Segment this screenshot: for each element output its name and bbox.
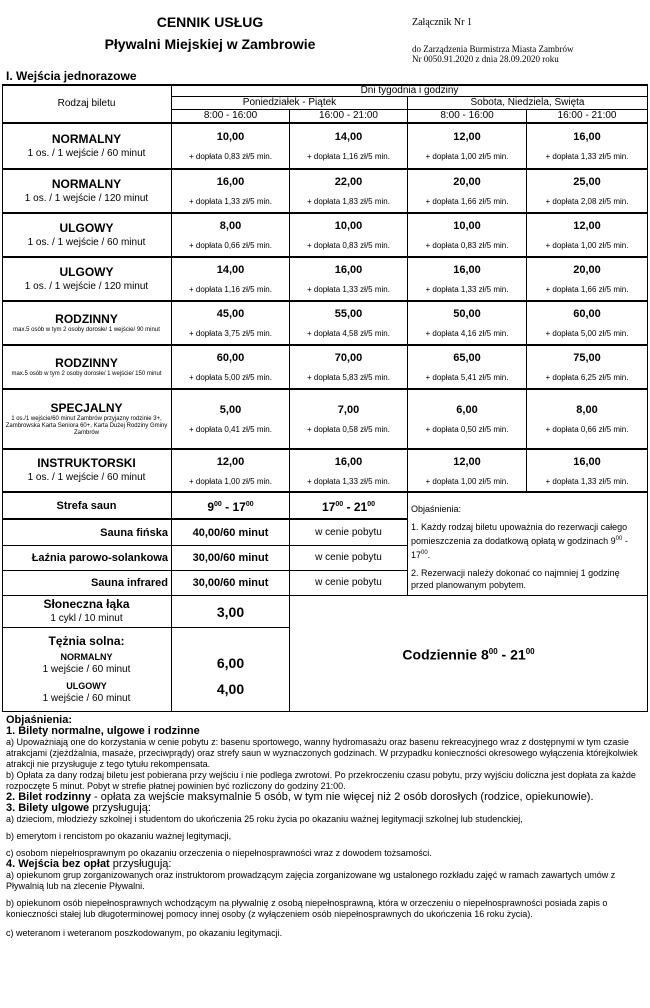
sauna-notes: Objaśnienia: 1. Każdy rodzaj biletu upoważnia do rezerwacji całego pomieszczenia za dodatkową opłatą w godzinach $9^{00} - 17^{00}$. 2. Rezerwacji należy dokonać co najmniej 1 godzinę przed planowanym pobytem. xyxy=(408,493,648,596)
explanation-4a: a) opiekunom grup zorganizowanych oraz instruktorom prowadzącym zajęcia zorganizowane wg ustalonego rozkładu zajęć w ramach zawartych umów z Pływalnią lub na zlecenie Pływalni. xyxy=(6,870,616,891)
explanation-3c: c) osobom niepełnosprawnym po okazaniu orzeczenia o niepełnosprawności wraz z dowodem tożsamości. xyxy=(6,848,432,858)
sauna-name: Sauna infrared xyxy=(2,571,172,596)
time-header: 8:00 - 16:00 xyxy=(172,110,290,124)
graduation-tower-prices: 6,00 4,00 xyxy=(172,628,290,712)
ticket-name-cell: SPECJALNY 1 os./1 wejście/60 minut Zambrów przyjazny rodzinie 3+, Zambrowska Karta Seniora 60+, Karta Dużej Rodziny Gminy Zambrów xyxy=(2,390,172,450)
price-cell: 20,00 + dopłata 1,66 zł/5 min. xyxy=(527,258,648,302)
price-cell: 16,00 + dopłata 1,33 zł/5 min. xyxy=(172,170,290,214)
price-cell: 60,00 + dopłata 5,00 zł/5 min. xyxy=(527,302,648,346)
price-cell: 10,00 + dopłata 0,83 zł/5 min. xyxy=(408,214,527,258)
price-cell: 10,00 + dopłata 0,83 zł/5 min. xyxy=(290,214,408,258)
price-cell: 45,00 + dopłata 3,75 zł/5 min. xyxy=(172,302,290,346)
sun-meadow-price: 3,00 xyxy=(172,596,290,628)
sauna-price: 30,00/60 minut xyxy=(172,571,290,596)
explanation-3a: a) dzieciom, młodzieży szkolnej i studentom do ukończenia 25 roku życia po okazaniu ważnej legitymacji szkolnej lub studenckiej, xyxy=(6,814,523,824)
price-cell: 14,00 + dopłata 1,16 zł/5 min. xyxy=(290,124,408,170)
sauna-evening: w cenie pobytu xyxy=(290,571,408,596)
sauna-price: 40,00/60 minut xyxy=(172,520,290,546)
price-cell: 22,00 + dopłata 1,83 zł/5 min. xyxy=(290,170,408,214)
document-subtitle: Pływalni Miejskiej w Zambrowie xyxy=(104,36,316,52)
price-cell: 7,00 + dopłata 0,58 zł/5 min. xyxy=(290,390,408,450)
price-cell: 75,00 + dopłata 6,25 zł/5 min. xyxy=(527,346,648,390)
price-cell: 12,00 + dopłata 1,00 zł/5 min. xyxy=(172,450,290,493)
daily-hours: Codziennie $8^{00} - 21^{00}$ xyxy=(290,596,648,712)
price-cell: 65,00 + dopłata 5,41 zł/5 min. xyxy=(408,346,527,390)
price-cell: 16,00 + dopłata 1,33 zł/5 min. xyxy=(527,450,648,493)
decree-reference: do Zarządzenia Burmistrza Miasta Zambrów Nr 0050.91.2020 z dnia 28.09.2020 roku xyxy=(412,44,574,64)
explanation-heading-3: 3. Bilety ulgowe przysługują: xyxy=(6,802,151,814)
price-cell: 6,00 + dopłata 0,50 zł/5 min. xyxy=(408,390,527,450)
ticket-name-cell: NORMALNY 1 os. / 1 wejście / 120 minut xyxy=(2,170,172,214)
price-cell: 16,00 + dopłata 1,33 zł/5 min. xyxy=(408,258,527,302)
explanations-title: Objaśnienia: xyxy=(6,714,73,726)
graduation-tower-label: Tężnia solna: NORMALNY 1 wejście / 60 minut ULGOWY 1 wejście / 60 minut xyxy=(2,628,172,712)
price-cell: 70,00 + dopłata 5,83 zł/5 min. xyxy=(290,346,408,390)
price-cell: 16,00 + dopłata 1,33 zł/5 min. xyxy=(290,450,408,493)
explanation-1a: a) Upoważniają one do korzystania w cenie pobytu z: basenu sportowego, wanny hydromasażu oraz basenu rekreacyjnego wraz z dostępnymi w tym czasie atrakcjami (zjeżdżalnia, masaże, przeciwprądy) oraz strefy saun w wyznaczonych godzinach. W przypadku konieczności okresowego wyłączenia którejkolwiek atrakcji nie przysługuje z tego tytułu rekompensata. xyxy=(6,737,638,769)
explanation-4b: b) opiekunom osób niepełnosprawnych wchodzącym na pływalnię z osobą niepełnosprawną, która w orzeczeniu o niepełnosprawności posiada zapis o konieczności stałej lub długoterminowej pomocy innej osoby (z wyłączeniem osób niepełnosprawnych do ukończenia 16 roku życia). xyxy=(6,898,608,919)
document-title: CENNIK USŁUG xyxy=(156,14,264,30)
sauna-name: Sauna fińska xyxy=(2,520,172,546)
sun-meadow-label: Słoneczna łąka 1 cykl / 10 minut xyxy=(2,596,172,628)
time-header: 8:00 - 16:00 xyxy=(408,110,527,124)
price-cell: 16,00 + dopłata 1,33 zł/5 min. xyxy=(527,124,648,170)
time-header: 16:00 - 21:00 xyxy=(290,110,408,124)
explanation-4c: c) weteranom i weteranom poszkodowanym, po okazaniu legitymacji. xyxy=(6,928,283,938)
sauna-hours-evening: $17^{00} - 21^{00}$ xyxy=(290,493,408,520)
sauna-zone-label: Strefa saun xyxy=(2,493,172,520)
ticket-name-cell: ULGOWY 1 os. / 1 wejście / 60 minut xyxy=(2,214,172,258)
explanations xyxy=(6,715,646,939)
price-cell: 25,00 + dopłata 2,08 zł/5 min. xyxy=(527,170,648,214)
sauna-evening: w cenie pobytu xyxy=(290,546,408,571)
explanation-heading-1: 1. Bilety normalne, ulgowe i rodzinne xyxy=(6,725,200,737)
section-title: I. Wejścia jednorazowe xyxy=(6,69,137,83)
weekdays-header: Poniedziałek - Piątek xyxy=(172,97,408,110)
days-header: Dni tygodnia i godziny xyxy=(172,86,648,97)
weekend-header: Sobota, Niedziela, Święta xyxy=(408,97,648,110)
price-cell: 55,00 + dopłata 4,58 zł/5 min. xyxy=(290,302,408,346)
sauna-price: 30,00/60 minut xyxy=(172,546,290,571)
price-cell: 12,00 + dopłata 1,00 zł/5 min. xyxy=(408,124,527,170)
ticket-name-cell: RODZINNY max.5 osób w tym 2 osoby dorosłe/ 1 wejście/ 150 minut xyxy=(2,346,172,390)
ticket-name-cell: RODZINNY max.5 osób w tym 2 osoby dorosłe/ 1 wejście/ 90 minut xyxy=(2,302,172,346)
sauna-evening: w cenie pobytu xyxy=(290,520,408,546)
explanation-3b: b) emerytom i rencistom po okazaniu ważnej legitymacji, xyxy=(6,831,232,841)
explanation-heading-4: 4. Wejścia bez opłat przysługują: xyxy=(6,858,172,870)
price-cell: 8,00 + dopłata 0,66 zł/5 min. xyxy=(172,214,290,258)
price-cell: 14,00 + dopłata 1,16 zł/5 min. xyxy=(172,258,290,302)
price-cell: 8,00 + dopłata 0,66 zł/5 min. xyxy=(527,390,648,450)
price-cell: 20,00 + dopłata 1,66 zł/5 min. xyxy=(408,170,527,214)
price-cell: 5,00 + dopłata 0,41 zł/5 min. xyxy=(172,390,290,450)
price-cell: 10,00 + dopłata 0,83 zł/5 min. xyxy=(172,124,290,170)
price-cell: 16,00 + dopłata 1,33 zł/5 min. xyxy=(290,258,408,302)
attachment-number: Załącznik Nr 1 xyxy=(412,17,472,28)
price-cell: 12,00 + dopłata 1,00 zł/5 min. xyxy=(408,450,527,493)
ticket-type-header: Rodzaj biletu xyxy=(2,86,172,124)
price-cell: 12,00 + dopłata 1,00 zł/5 min. xyxy=(527,214,648,258)
sauna-name: Łaźnia parowo-solankowa xyxy=(2,546,172,571)
time-header: 16:00 - 21:00 xyxy=(527,110,648,124)
ticket-name-cell: NORMALNY 1 os. / 1 wejście / 60 minut xyxy=(2,124,172,170)
price-cell: 60,00 + dopłata 5,00 zł/5 min. xyxy=(172,346,290,390)
explanation-1b: b) Opłata za dany rodzaj biletu jest pobierana przy wejściu i nie podlega zwrotowi. Po przekroczeniu czasu pobytu, przy wyjściu doliczna jest dopłata za każde rozpoczęte 5 minut. Pobyt w strefie płatnej powinien być rozliczony do godziny 21:00. xyxy=(6,770,636,791)
sauna-hours-day: $9^{00} - 17^{00}$ xyxy=(172,493,290,520)
ticket-name-cell: ULGOWY 1 os. / 1 wejście / 120 minut xyxy=(2,258,172,302)
ticket-name-cell: INSTRUKTORSKI 1 os. / 1 wejście / 60 minut xyxy=(2,450,172,493)
explanation-heading-2: 2. Bilet rodzinny - opłata za wejście maksymalnie 5 osób, w tym nie więcej niż 2 osób dorosłych (rodzice, opiekunowie). xyxy=(6,791,594,803)
price-cell: 50,00 + dopłata 4,16 zł/5 min. xyxy=(408,302,527,346)
